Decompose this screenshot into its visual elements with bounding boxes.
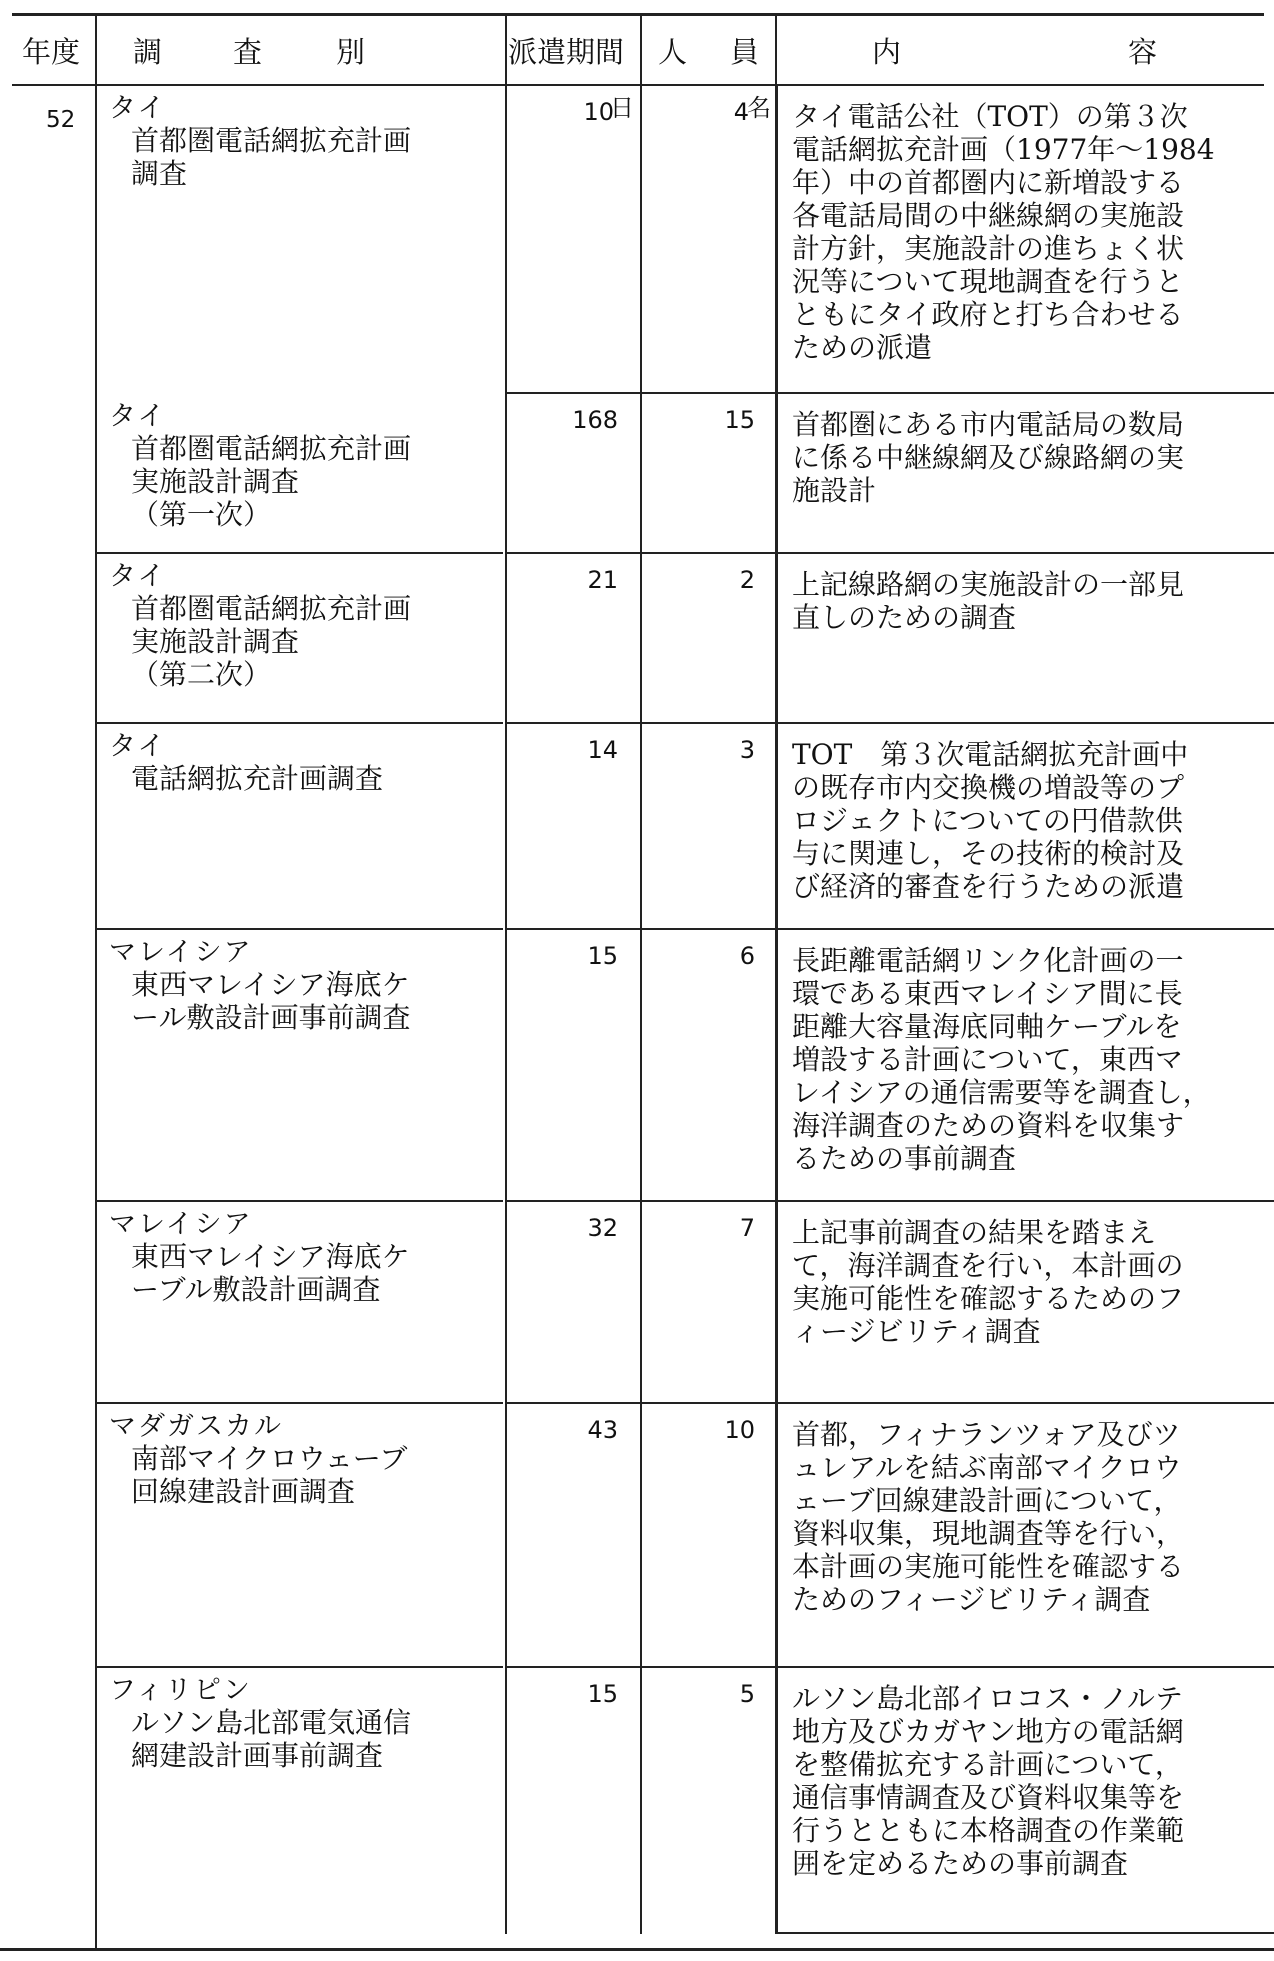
content-cell xyxy=(775,554,1274,724)
header-content-char-2: 容 xyxy=(1128,34,1158,69)
survey-title: ルソン島北部電気通信 網建設計画事前調査 xyxy=(131,1706,412,1772)
survey-title: 首都圏電話網拡充計画 実施設計調査 （第一次） xyxy=(131,432,412,531)
year-value: 52 xyxy=(46,107,76,133)
period-value: 32 xyxy=(587,1214,618,1242)
staff-unit: 名 xyxy=(747,94,771,122)
staff-value: 15 xyxy=(724,406,755,434)
content-text: 首都圏にある市内電話局の数局 に係る中継線網及び線路網の実 施設計 xyxy=(792,408,1185,507)
content-cell xyxy=(775,930,1274,1202)
survey-title: 首都圏電話網拡充計画 調査 xyxy=(131,124,412,190)
header-survey-char-3: 別 xyxy=(336,34,366,69)
content-text: 上記線路網の実施設計の一部見 直しのための調査 xyxy=(792,568,1185,634)
bottom-rule xyxy=(0,1948,1274,1951)
staff-value: 6 xyxy=(739,942,755,970)
country-label: タイ xyxy=(109,561,167,592)
table-row xyxy=(97,1202,1274,1404)
country-label: マレイシア xyxy=(109,1209,253,1240)
survey-title: 東西マレイシア海底ケ ーブル敷設計画調査 xyxy=(131,1240,410,1306)
table-row xyxy=(97,394,1274,554)
period-cell xyxy=(505,394,642,554)
survey-title: 東西マレイシア海底ケ ール敷設計画事前調査 xyxy=(131,968,411,1034)
staff-cell xyxy=(640,394,777,554)
content-text: 長距離電話網リンク化計画の一 環である東西マレイシア間に長 距離大容量海底同軸ケーブルを 増設する計画について，東西マ レイシアの通信需要等を調査し， 海洋調査のための資料を収集す るための事前調査 xyxy=(792,944,1211,1175)
period-cell xyxy=(505,724,642,930)
table-row xyxy=(97,1404,1274,1668)
period-cell xyxy=(505,554,642,724)
period-cell xyxy=(505,1668,642,1934)
header-survey-char-1: 調 xyxy=(133,34,163,69)
period-unit: 日 xyxy=(610,94,634,122)
staff-cell xyxy=(640,86,777,394)
staff-cell xyxy=(640,930,777,1202)
staff-cell xyxy=(640,1668,777,1934)
period-value: 43 xyxy=(587,1416,618,1444)
period-value: 15 xyxy=(587,942,618,970)
header-content-char-1: 内 xyxy=(872,34,902,69)
header-period: 派遣期間 xyxy=(508,34,625,69)
header-divider xyxy=(505,16,507,84)
content-cell xyxy=(775,1202,1274,1404)
header-year: 年度 xyxy=(22,34,81,69)
staff-value: 2 xyxy=(739,566,755,594)
table-header xyxy=(0,16,1274,84)
content-cell xyxy=(775,1404,1274,1668)
content-text: 首都，フィナランツォア及びツ ュレアルを結ぶ南部マイクロウ ェーブ回線建設計画について， 資料収集，現地調査等を行い， 本計画の実施可能性を確認する ためのフィージビリティ調査 xyxy=(792,1418,1185,1616)
table-row xyxy=(97,930,1274,1202)
survey-title: 首都圏電話網拡充計画 実施設計調査 （第二次） xyxy=(131,592,412,691)
period-value: 10 xyxy=(583,98,614,126)
header-staff-char-1: 人 xyxy=(658,34,688,69)
header-divider xyxy=(640,16,642,84)
country-label: タイ xyxy=(109,93,167,124)
country-label: フィリピン xyxy=(109,1675,252,1706)
staff-value: 3 xyxy=(739,736,755,764)
period-cell xyxy=(505,1202,642,1404)
header-divider xyxy=(775,16,777,84)
content-cell xyxy=(775,1668,1274,1934)
country-label: タイ xyxy=(109,401,167,432)
table-row xyxy=(97,724,1274,930)
period-value: 14 xyxy=(587,736,618,764)
content-cell xyxy=(775,86,1274,394)
period-value: 168 xyxy=(572,406,618,434)
content-text: 上記事前調査の結果を踏まえ て，海洋調査を行い，本計画の 実施可能性を確認するためのフ ィージビリティ調査 xyxy=(792,1216,1185,1348)
content-cell xyxy=(775,394,1274,554)
header-survey-char-2: 査 xyxy=(233,34,263,69)
table-row xyxy=(97,86,1274,394)
table-row xyxy=(97,1668,1274,1936)
header-staff-char-2: 員 xyxy=(730,34,760,69)
staff-value: 5 xyxy=(739,1680,755,1708)
staff-cell xyxy=(640,1404,777,1668)
period-cell xyxy=(505,1404,642,1668)
table-row xyxy=(97,554,1274,724)
survey-title: 南部マイクロウェーブ 回線建設計画調査 xyxy=(131,1442,408,1508)
content-cell xyxy=(775,724,1274,930)
survey-title: 電話網拡充計画調査 xyxy=(131,762,384,795)
staff-value: 10 xyxy=(724,1416,755,1444)
staff-value: 7 xyxy=(739,1214,755,1242)
content-text: TOT 第３次電話網拡充計画中 の既存市内交換機の増設等のプ ロジェクトについての円借款供 与に関連し，その技術的検討及 び経済的審査を行うための派遣 xyxy=(792,738,1189,903)
staff-value: 4 xyxy=(733,98,749,126)
content-text: ルソン島北部イロコス・ノルテ 地方及びカガヤン地方の電話網 を整備拡充する計画について， 通信事情調査及び資料収集等を 行うとともに本格調査の作業範 囲を定めるための事前調査 xyxy=(792,1682,1185,1880)
country-label: マレイシア xyxy=(109,937,253,968)
period-value: 15 xyxy=(587,1680,618,1708)
staff-cell xyxy=(640,724,777,930)
staff-cell xyxy=(640,1202,777,1404)
period-cell xyxy=(505,930,642,1202)
staff-cell xyxy=(640,554,777,724)
country-label: タイ xyxy=(109,731,167,762)
period-cell xyxy=(505,86,642,394)
period-value: 21 xyxy=(587,566,618,594)
content-text: タイ電話公社（TOT）の第３次 電話網拡充計画（1977年～1984 年）中の首都圏内に新増設する 各電話局間の中継線網の実施設 計方針，実施設計の進ちょく状 況等について現地調査を行うと ともにタイ政府と打ち合わせる ための派遣 xyxy=(792,100,1215,364)
country-label: マダガスカル xyxy=(109,1411,283,1442)
